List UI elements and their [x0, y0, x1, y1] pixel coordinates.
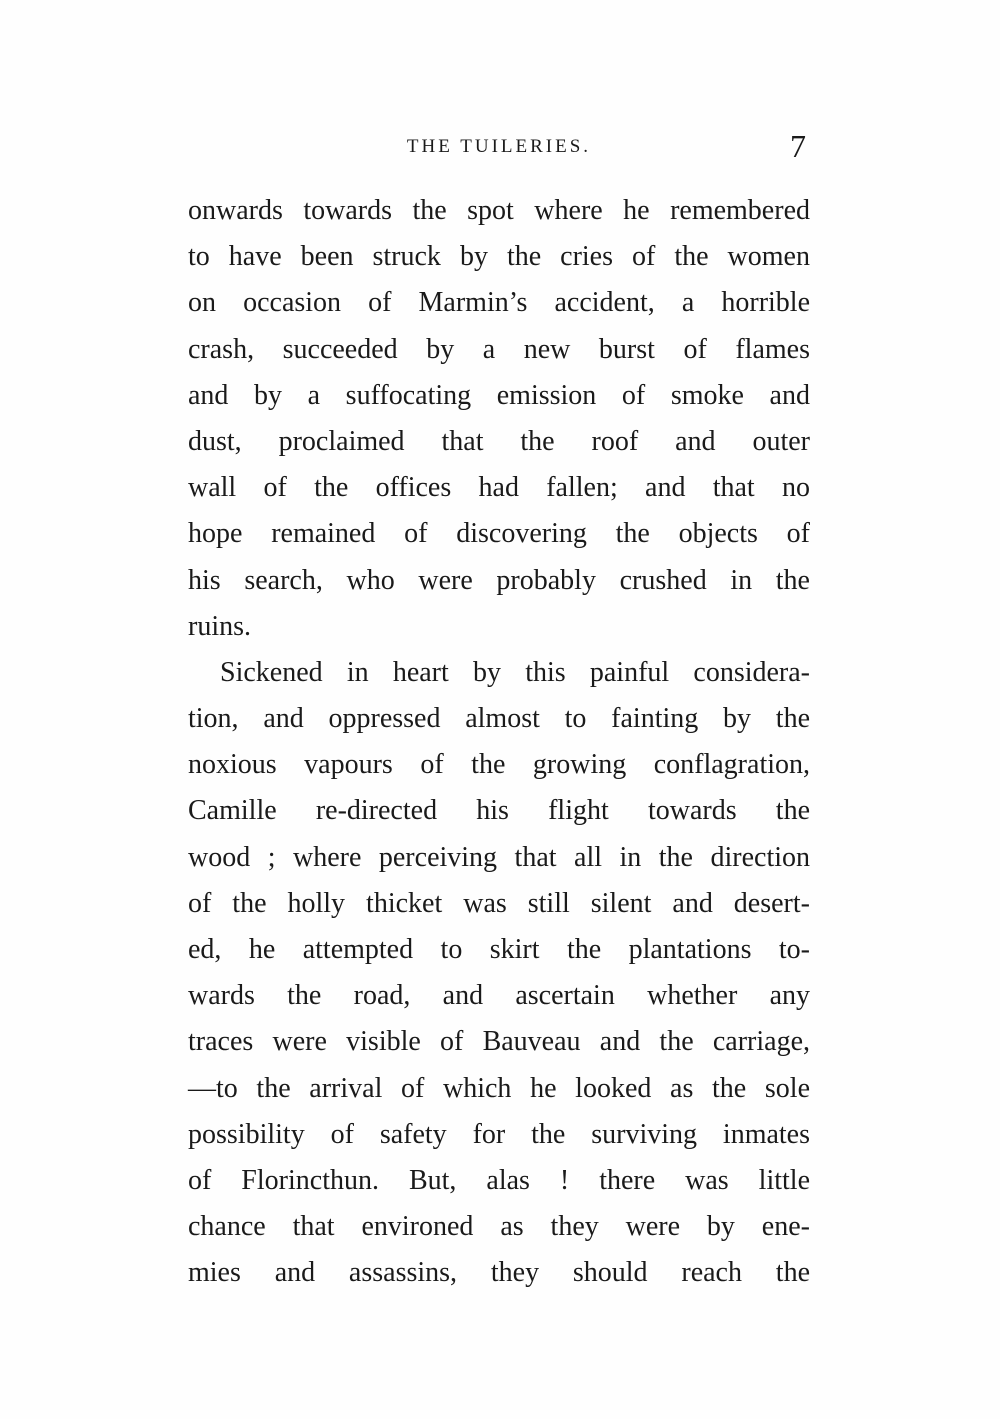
text-line: his search, who were probably crushed in the: [188, 564, 810, 596]
running-title: THE TUILERIES.: [406, 136, 592, 157]
text-line: of the holly thicket was still silent and desert-: [188, 887, 810, 919]
text-line: Sickened in heart by this painful considera-: [220, 656, 810, 688]
text-line: on occasion of Marmin’s accident, a horrible: [188, 287, 810, 319]
body-text: [188, 188, 810, 1297]
text-line: wood ; where perceiving that all in the direction: [188, 841, 810, 873]
text-line: wall of the offices had fallen; and that no: [188, 472, 810, 504]
text-line: chance that environed as they were by ene-: [188, 1211, 810, 1243]
paragraph-2: [188, 650, 810, 1297]
text-line: crash, succeeded by a new burst of flames: [188, 333, 810, 365]
text-line: —to the arrival of which he looked as the sole: [188, 1072, 810, 1104]
text-line: ruins.: [188, 610, 251, 642]
text-line: ed, he attempted to skirt the plantations to-: [188, 934, 810, 965]
paragraph-1: [188, 188, 810, 650]
text-line: wards the road, and ascertain whether any: [188, 980, 810, 1012]
text-line: of Florincthun. But, alas ! there was little: [188, 1164, 810, 1196]
text-line: to have been struck by the cries of the women: [188, 241, 810, 273]
running-head: [188, 128, 810, 168]
page-number: 7: [790, 128, 806, 164]
text-line: hope remained of discovering the objects of: [188, 518, 810, 550]
text-line: Camille re-directed his flight towards the: [188, 795, 810, 827]
text-line: dust, proclaimed that the roof and outer: [188, 425, 810, 457]
text-line: mies and assassins, they should reach the: [188, 1257, 810, 1289]
text-line: noxious vapours of the growing conflagration,: [188, 749, 810, 781]
text-line: possibility of safety for the surviving inmates: [188, 1118, 810, 1150]
text-line: tion, and oppressed almost to fainting by the: [188, 703, 810, 735]
text-line: traces were visible of Bauveau and the carriage,: [188, 1026, 810, 1058]
text-line: and by a suffocating emission of smoke and: [188, 379, 810, 411]
text-line: onwards towards the spot where he remembered: [188, 195, 810, 226]
